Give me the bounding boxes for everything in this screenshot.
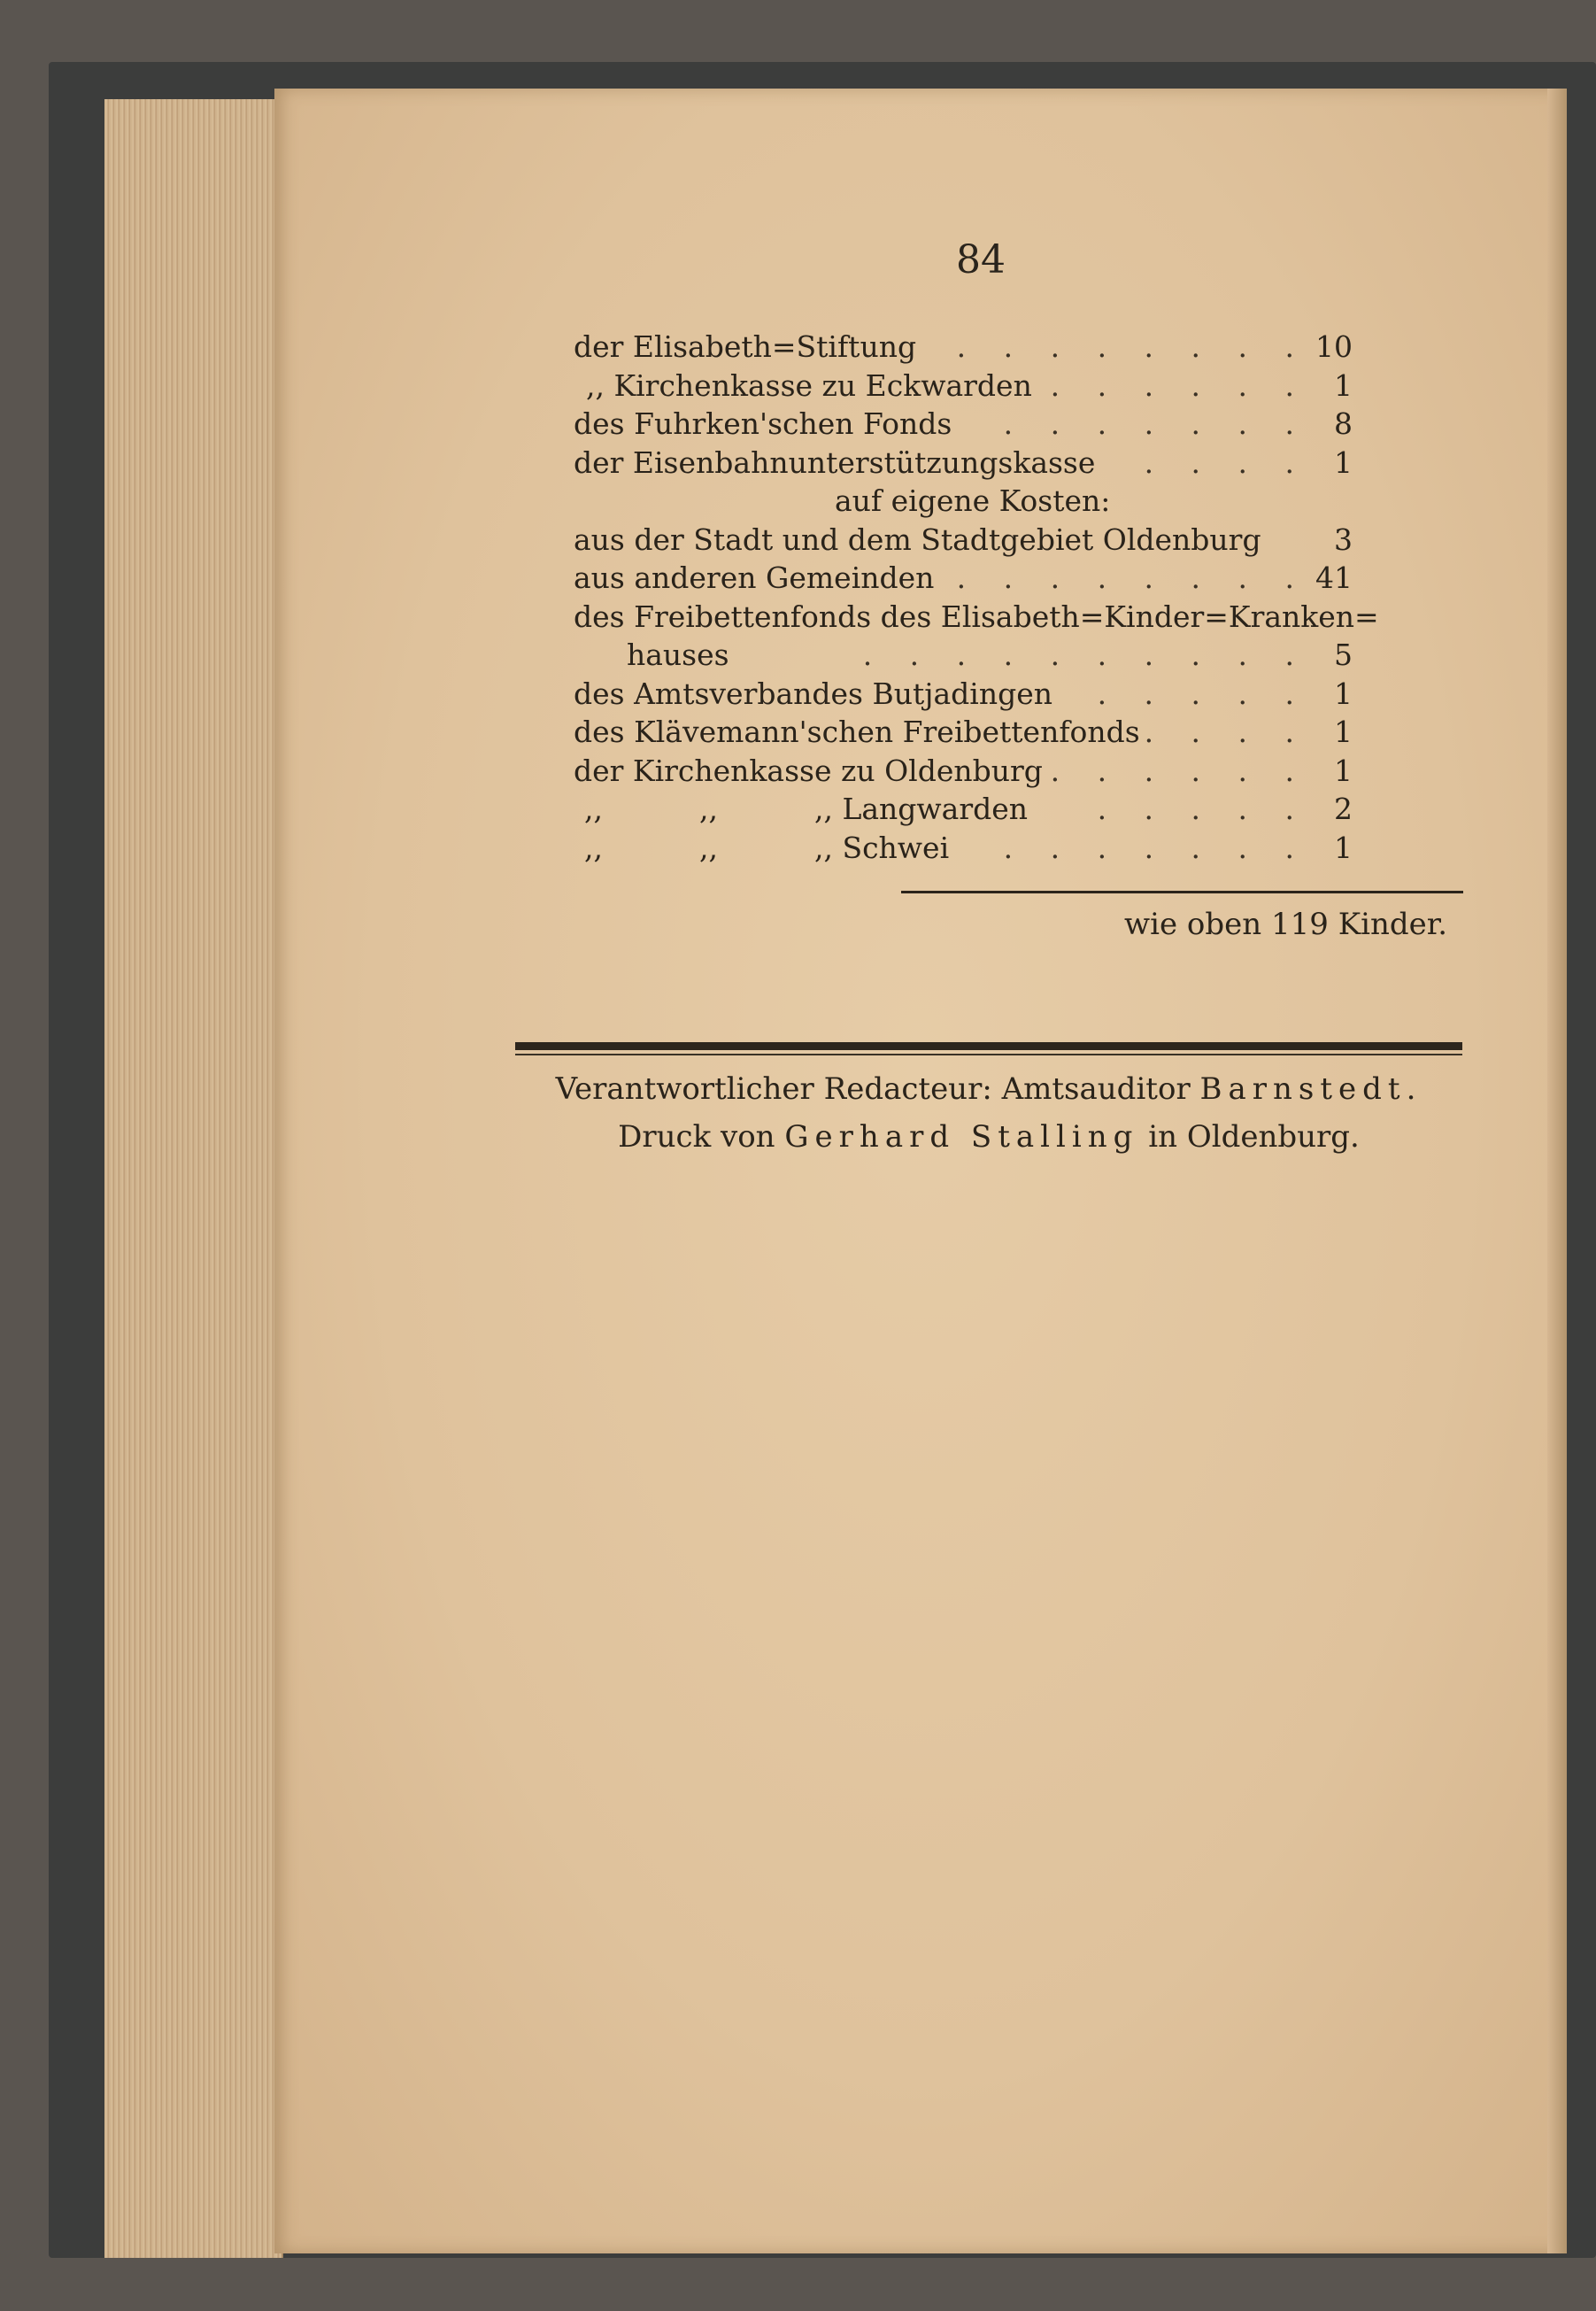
row-count: 1 bbox=[1334, 830, 1353, 865]
row-label: der Kirchenkasse zu Oldenburg bbox=[574, 753, 1043, 788]
leader-dots: . . . . . . bbox=[1050, 367, 1308, 403]
ditto-mark: ,, bbox=[699, 830, 718, 865]
row-count: 5 bbox=[1334, 638, 1353, 672]
row-label: hauses bbox=[627, 638, 729, 672]
table-row bbox=[574, 444, 1353, 483]
page-edges bbox=[104, 99, 283, 2258]
leader-dots: . . . . . . . . bbox=[956, 329, 1308, 364]
table-row bbox=[574, 559, 1353, 598]
row-label: der Elisabeth=Stiftung bbox=[574, 329, 917, 364]
row-label: ,, Schwei bbox=[814, 830, 950, 865]
printer-suffix: in Oldenburg. bbox=[1148, 1119, 1360, 1155]
printer-prefix: Druck von bbox=[618, 1119, 775, 1155]
row-label: des Fuhrken'schen Fonds bbox=[574, 406, 952, 441]
table-row bbox=[574, 675, 1353, 714]
leader-dots: . . . . . bbox=[1097, 792, 1308, 826]
row-count: 1 bbox=[1334, 715, 1353, 749]
row-label: ,, Langwarden bbox=[814, 792, 1029, 826]
total-line bbox=[1124, 907, 1447, 942]
table-row bbox=[574, 367, 1353, 406]
table-row bbox=[574, 405, 1353, 444]
row-label: auf eigene Kosten: bbox=[835, 483, 1111, 518]
editor-name: Barnstedt. bbox=[1199, 1071, 1423, 1107]
total-value: 119 bbox=[1270, 907, 1329, 942]
printer-line bbox=[515, 1119, 1462, 1155]
footer-rule-thin bbox=[515, 1054, 1462, 1055]
row-count: 8 bbox=[1334, 406, 1353, 441]
row-count: 1 bbox=[1334, 444, 1353, 480]
ditto-mark: ,, bbox=[699, 792, 718, 826]
row-count: 1 bbox=[1334, 367, 1353, 403]
editor-label: Verantwortlicher Redacteur: Amtsauditor bbox=[555, 1071, 1191, 1107]
row-label: aus anderen Gemeinden bbox=[574, 560, 935, 595]
table-row bbox=[574, 713, 1353, 752]
table-row bbox=[574, 521, 1353, 560]
footer-rule-thick bbox=[515, 1042, 1462, 1050]
leader-dots: . . . . . . . bbox=[1003, 406, 1308, 441]
leader-dots: . . . . bbox=[1144, 715, 1308, 749]
total-suffix: Kinder. bbox=[1338, 907, 1448, 942]
row-count: 41 bbox=[1315, 560, 1353, 595]
section-heading bbox=[574, 482, 1353, 521]
row-label: aus der Stadt und dem Stadtgebiet Oldenburg bbox=[574, 522, 1261, 557]
table-row bbox=[574, 752, 1353, 791]
page-gutter bbox=[1547, 89, 1567, 2253]
row-label: der Eisenbahnunterstützungskasse bbox=[574, 444, 1096, 480]
donor-table bbox=[574, 328, 1379, 867]
table-row bbox=[574, 328, 1353, 367]
total-prefix: wie oben bbox=[1124, 907, 1262, 942]
leader-dots: . . . . . . . . bbox=[956, 560, 1308, 595]
row-label: ,, Kirchenkasse zu Eckwarden bbox=[586, 367, 1032, 403]
table-row bbox=[574, 790, 1353, 829]
row-count: 1 bbox=[1334, 676, 1353, 711]
leader-dots: . . . . . bbox=[1097, 676, 1308, 711]
printer-name: Gerhard Stalling bbox=[784, 1119, 1139, 1155]
ditto-mark: ,, bbox=[584, 830, 603, 865]
row-count: 3 bbox=[1334, 522, 1353, 557]
table-row bbox=[574, 829, 1353, 868]
leader-dots: . . . . bbox=[1144, 444, 1308, 480]
table-row bbox=[574, 598, 1379, 637]
leader-dots: . . . . . . bbox=[1050, 753, 1308, 788]
sum-rule bbox=[901, 891, 1463, 893]
editor-line bbox=[515, 1071, 1462, 1107]
row-label: des Freibettenfonds des Elisabeth=Kinder=Kranken= bbox=[574, 599, 1379, 634]
row-count: 1 bbox=[1334, 753, 1353, 788]
leader-dots: . . . . . . . bbox=[1003, 830, 1308, 865]
page-number: 84 bbox=[956, 237, 1006, 282]
ditto-mark: ,, bbox=[584, 792, 603, 826]
row-label: des Klävemann'schen Freibettenfonds bbox=[574, 715, 1140, 749]
row-count: 2 bbox=[1334, 792, 1353, 826]
row-label: des Amtsverbandes Butjadingen bbox=[574, 676, 1052, 711]
leader-dots: . . . . . . . . . . bbox=[862, 638, 1308, 672]
table-row bbox=[574, 636, 1353, 675]
row-count: 10 bbox=[1315, 329, 1353, 364]
